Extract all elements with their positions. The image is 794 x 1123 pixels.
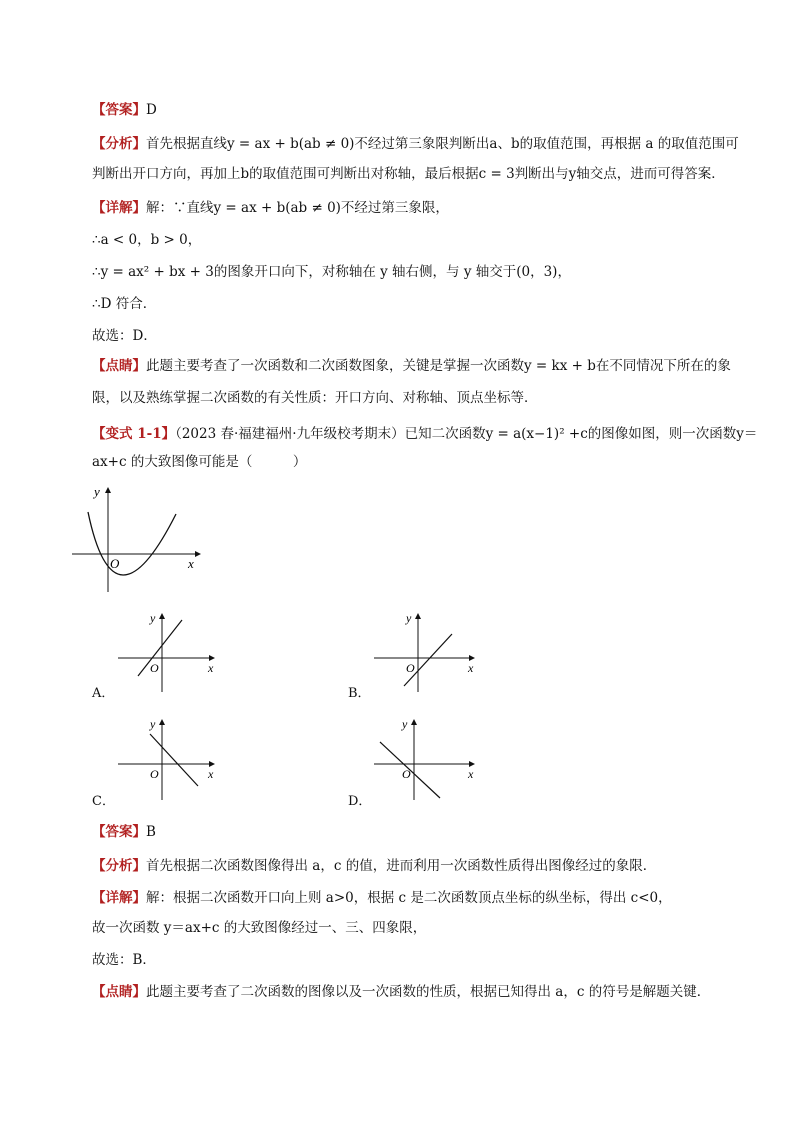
question-line-2 <box>92 452 714 472</box>
origin-label: O <box>110 556 120 571</box>
option-c-graph <box>114 714 220 802</box>
answer-tag: 【答案】 <box>92 824 146 840</box>
analysis-text: 首先根据二次函数图像得出 a，c 的值，进而利用一次函数性质得出图像经过的象限． <box>146 858 657 874</box>
comment-tag: 【点睛】 <box>92 984 146 1000</box>
analysis-text-2: 判断出开口方向，再加上b的取值范围可判断出对称轴，最后根据c = 3判断出与y轴交点，进而可得答案． <box>92 166 725 182</box>
comment-text-1: 此题主要考查了一次函数和二次函数图象，关键是掌握一次函数y = kx + b在不同情况下所在的象 <box>146 358 731 374</box>
option-d-graph <box>370 714 480 802</box>
y-label: y <box>402 717 408 731</box>
x-label: x <box>208 767 214 781</box>
origin-label: O <box>150 661 159 675</box>
variant-tag: 【变式 1-1】 <box>92 426 176 442</box>
parabola-curve <box>88 512 176 575</box>
x-label: x <box>188 556 194 571</box>
parabola-graph <box>68 482 208 594</box>
option-a-line <box>138 620 182 676</box>
option-a-label: A． <box>92 686 115 701</box>
comment-line-2 <box>92 388 714 408</box>
comment-text-2: 限，以及熟练掌握二次函数的有关性质：开口方向、对称轴、顶点坐标等． <box>92 390 538 406</box>
origin-label: O <box>150 767 159 781</box>
answer-line-1 <box>92 100 714 120</box>
origin-label: O <box>402 767 411 781</box>
analysis-line-3 <box>92 856 714 876</box>
x-label: x <box>208 661 214 675</box>
analysis-line-2 <box>92 164 725 184</box>
detail-text-2: ∴a < 0，b > 0， <box>92 232 202 248</box>
analysis-text-1: 首先根据直线y = ax + b(ab ≠ 0)不经过第三象限判断出a、b的取值范围，再根据 a 的取值范围可 <box>146 136 739 152</box>
answer-value: D <box>146 102 157 118</box>
x-label: x <box>468 767 474 781</box>
question-text-1: （2023 春·福建福州·九年级校考期末）已知二次函数y = a(x−1)² +c的图像如图，则一次函数y＝ <box>175 426 758 442</box>
detail-line-8 <box>92 950 714 970</box>
origin-label: O <box>406 661 415 675</box>
question-line-1 <box>92 424 758 444</box>
y-label: y <box>150 717 156 731</box>
detail-tag: 【详解】 <box>92 890 146 906</box>
y-label: y <box>94 484 100 499</box>
comment-text-3: 此题主要考查了二次函数的图像以及一次函数的性质，根据已知得出 a，c 的符号是解题关键． <box>146 984 711 1000</box>
option-c-label: C． <box>92 794 115 809</box>
detail-text-1: 解：∵直线y = ax + b(ab ≠ 0)不经过第三象限， <box>146 200 449 216</box>
detail-line-5 <box>92 326 714 346</box>
detail-text-5: 故选：D． <box>92 328 157 344</box>
answer-line-2 <box>92 822 714 842</box>
analysis-tag: 【分析】 <box>92 858 146 874</box>
option-b-line <box>404 634 452 686</box>
detail-text-4: ∴D 符合． <box>92 296 157 312</box>
option-d-label: D． <box>348 794 372 809</box>
y-label: y <box>406 611 412 625</box>
detail-text-7: 故一次函数 y＝ax+c 的大致图像经过一、三、四象限， <box>92 920 427 936</box>
comment-line-3 <box>92 982 714 1002</box>
detail-line-4 <box>92 294 714 314</box>
question-text-2: ax+c 的大致图像可能是（ ） <box>92 454 307 470</box>
detail-line-3 <box>92 262 714 282</box>
analysis-tag: 【分析】 <box>92 136 146 152</box>
detail-line-7 <box>92 918 714 938</box>
analysis-line-1 <box>92 134 739 154</box>
option-b-label: B． <box>348 686 371 701</box>
comment-tag: 【点睛】 <box>92 358 146 374</box>
detail-line-2 <box>92 230 714 250</box>
option-b-graph <box>370 608 480 694</box>
detail-line-6 <box>92 888 714 908</box>
comment-line-1 <box>92 356 731 376</box>
detail-text-3: ∴y = ax² + bx + 3的图象开口向下，对称轴在 y 轴右侧，与 y 轴交于(0，3)， <box>92 264 571 280</box>
option-a-graph <box>114 608 220 694</box>
answer-tag: 【答案】 <box>92 102 146 118</box>
detail-tag: 【详解】 <box>92 200 146 216</box>
detail-line-1 <box>92 198 714 218</box>
detail-text-8: 故选：B． <box>92 952 156 968</box>
y-label: y <box>150 611 156 625</box>
answer-value: B <box>146 824 156 840</box>
x-label: x <box>468 661 474 675</box>
detail-text-6: 解：根据二次函数开口向上则 a>0，根据 c 是二次函数顶点坐标的纵坐标，得出 c<0， <box>146 890 672 906</box>
